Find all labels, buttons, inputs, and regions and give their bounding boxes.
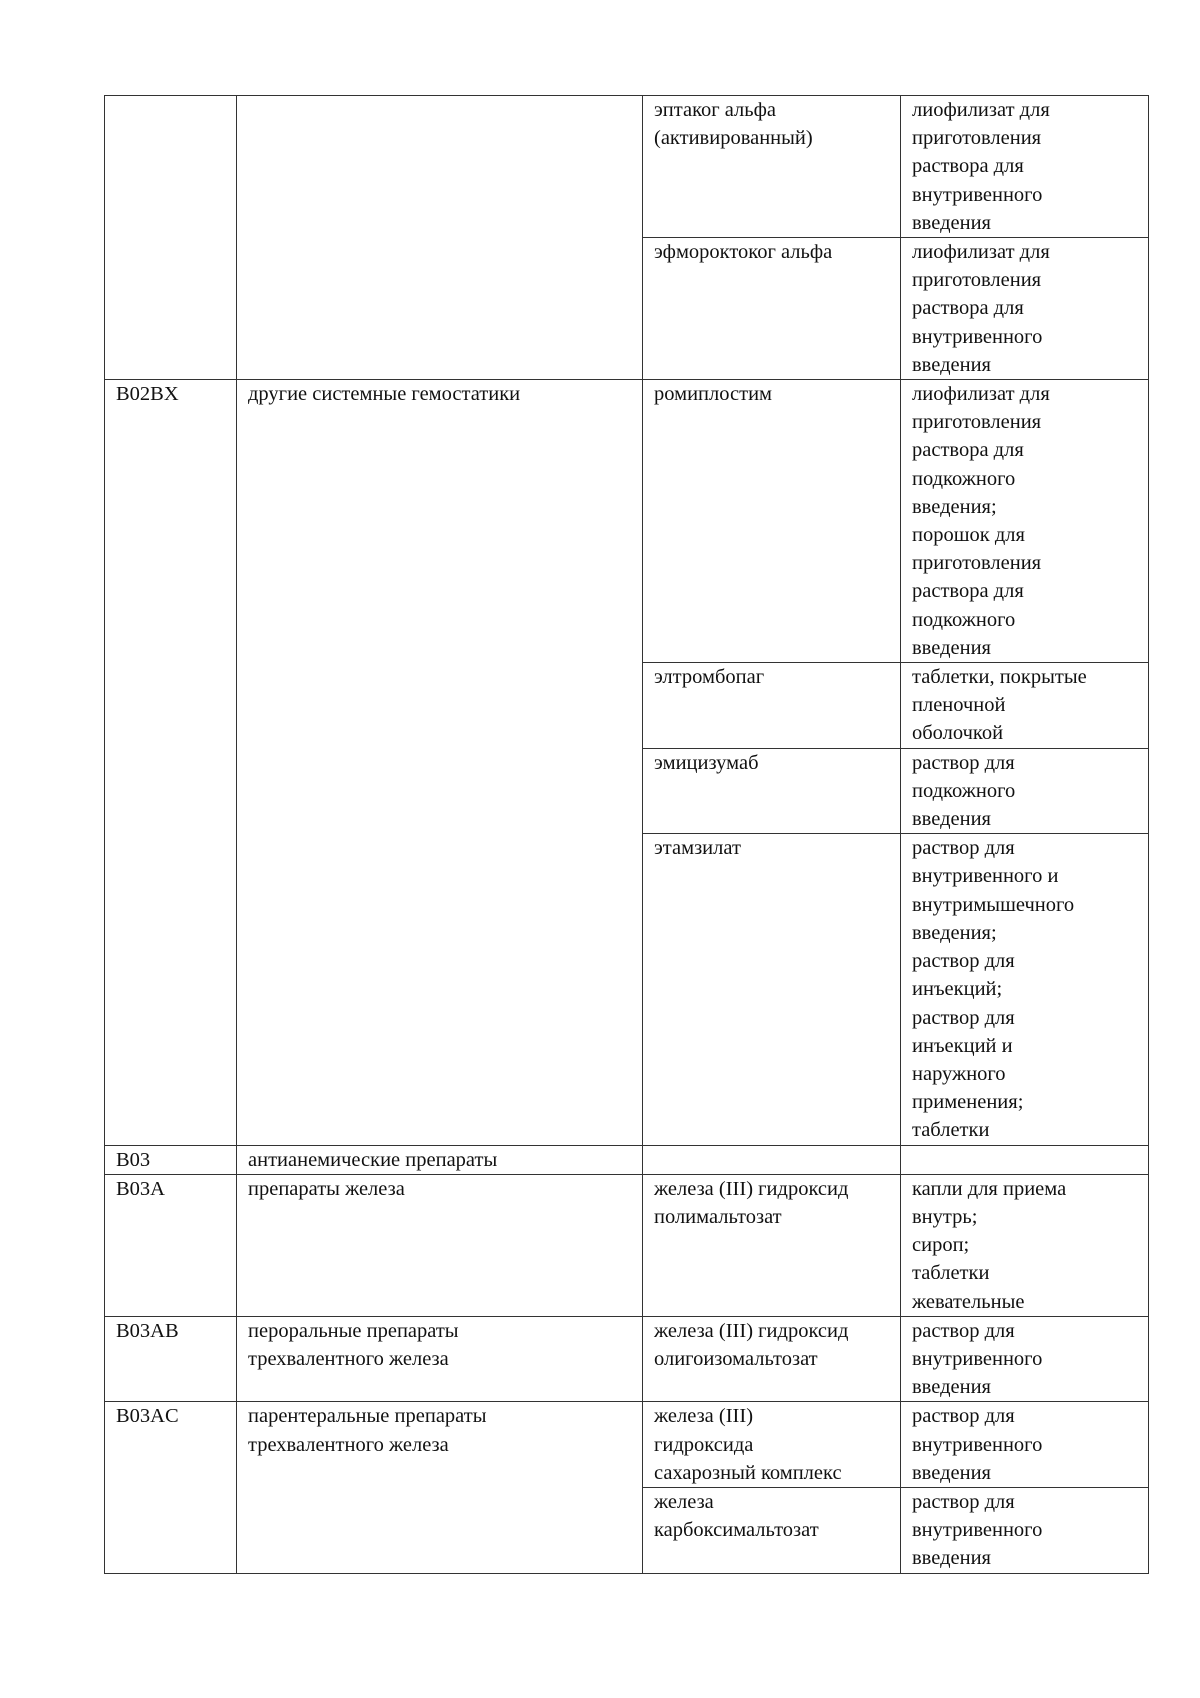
group-name-cell: антианемические препараты bbox=[237, 1145, 643, 1174]
dosage-form-cell: раствор для подкожного введения bbox=[901, 748, 1149, 834]
dosage-form-cell: капли для приема внутрь; сироп; таблетки жевательные bbox=[901, 1174, 1149, 1316]
drug-list-body bbox=[105, 96, 1149, 1574]
drug-name-cell: ромиплостим bbox=[643, 380, 901, 663]
table-row bbox=[105, 380, 1149, 663]
drug-name-cell: железа (III) гидроксид олигоизомальтозат bbox=[643, 1316, 901, 1402]
dosage-form-cell: раствор для внутривенного введения bbox=[901, 1402, 1149, 1488]
table-row bbox=[105, 1174, 1149, 1316]
drug-name-cell: эптаког альфа (активированный) bbox=[643, 96, 901, 238]
atc-code-cell: B03AB bbox=[105, 1316, 237, 1402]
dosage-form-cell: лиофилизат для приготовления раствора для внутривенного введения bbox=[901, 238, 1149, 380]
drug-name-cell: железа (III) гидроксида сахарозный комплекс bbox=[643, 1402, 901, 1488]
dosage-form-cell: таблетки, покрытые пленочной оболочкой bbox=[901, 663, 1149, 749]
dosage-form-cell bbox=[901, 1145, 1149, 1174]
dosage-form-cell: лиофилизат для приготовления раствора для внутривенного введения bbox=[901, 96, 1149, 238]
group-name-cell: парентеральные препараты трехвалентного железа bbox=[237, 1402, 643, 1573]
drug-name-cell: железа карбоксимальтозат bbox=[643, 1487, 901, 1573]
atc-code-cell: B03A bbox=[105, 1174, 237, 1316]
dosage-form-cell: раствор для внутривенного и внутримышечного введения; раствор для инъекций; раствор для инъекций и наружного применения; таблетки bbox=[901, 834, 1149, 1145]
dosage-form-cell: раствор для внутривенного введения bbox=[901, 1487, 1149, 1573]
drug-name-cell: этамзилат bbox=[643, 834, 901, 1145]
drug-name-cell: эфмороктоког альфа bbox=[643, 238, 901, 380]
table-row bbox=[105, 96, 1149, 238]
atc-code-cell: B02BX bbox=[105, 380, 237, 1145]
dosage-form-cell: раствор для внутривенного введения bbox=[901, 1316, 1149, 1402]
atc-code-cell: B03AC bbox=[105, 1402, 237, 1573]
drug-list-table bbox=[104, 95, 1149, 1574]
group-name-cell: другие системные гемостатики bbox=[237, 380, 643, 1145]
drug-name-cell: эмицизумаб bbox=[643, 748, 901, 834]
group-name-cell bbox=[237, 96, 643, 380]
table-row bbox=[105, 1145, 1149, 1174]
atc-code-cell bbox=[105, 96, 237, 380]
group-name-cell: препараты железа bbox=[237, 1174, 643, 1316]
atc-code-cell: B03 bbox=[105, 1145, 237, 1174]
group-name-cell: пероральные препараты трехвалентного железа bbox=[237, 1316, 643, 1402]
drug-name-cell: железа (III) гидроксид полимальтозат bbox=[643, 1174, 901, 1316]
table-row bbox=[105, 1316, 1149, 1402]
drug-name-cell bbox=[643, 1145, 901, 1174]
dosage-form-cell: лиофилизат для приготовления раствора для подкожного введения; порошок для приготовления раствора для подкожного введения bbox=[901, 380, 1149, 663]
table-row bbox=[105, 1402, 1149, 1488]
drug-name-cell: элтромбопаг bbox=[643, 663, 901, 749]
